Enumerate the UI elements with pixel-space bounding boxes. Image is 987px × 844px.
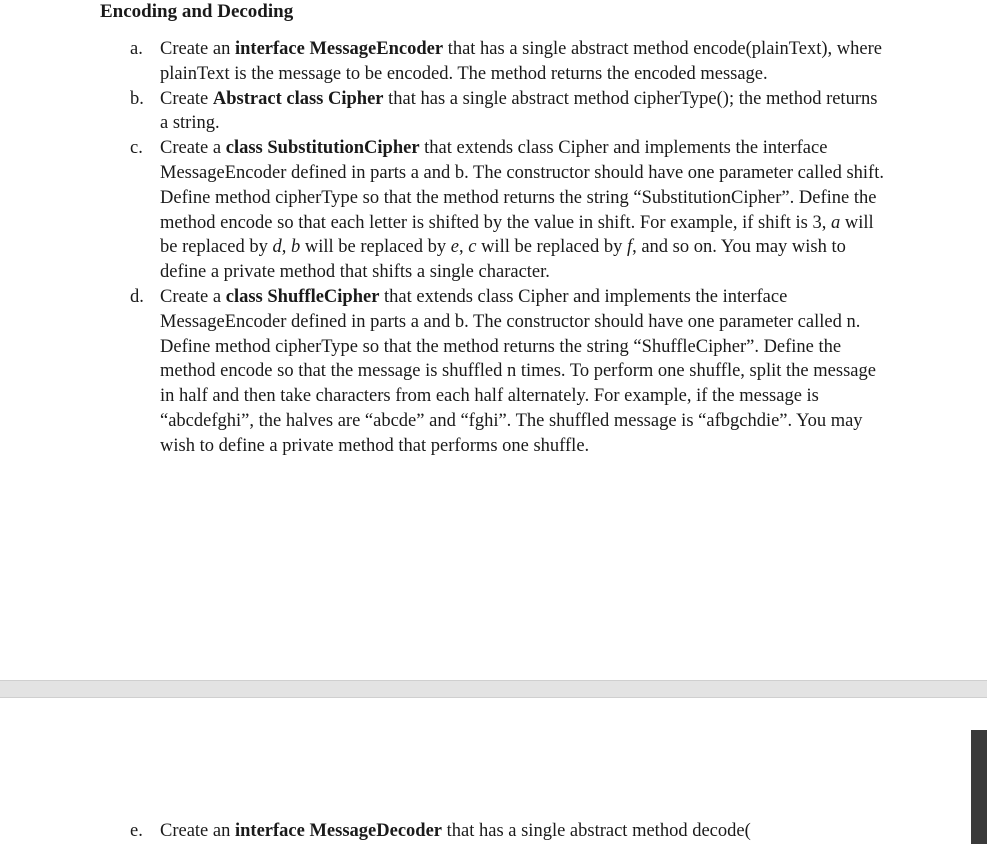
- list-marker: b.: [130, 88, 144, 109]
- list-item-text: Create an interface MessageDecoder that has a single abstract method decode(: [160, 821, 751, 841]
- list-item-text: Create a class ShuffleCipher that extends class Cipher and implements the interface MessageEncoder defined in parts a and b. The constructor should have one parameter called n. Define method cipherType so that the method returns the string “ShuffleCipher”. Define the method encode so that the message is shuffled n times. To perform one shuffle, split the message in half and then take characters from each half alternately. For example, if the message is “abcdefghi”, the halves are “abcde” and “fghi”. The shuffled message is “afbgchdie”. You may wish to define a private method that performs one shuffle.: [160, 286, 876, 456]
- list-item-a: [130, 37, 890, 87]
- requirements-list: [130, 37, 890, 459]
- list-marker: e.: [130, 821, 143, 841]
- list-item-text: Create a class SubstitutionCipher that extends class Cipher and implements the interface MessageEncoder defined in parts a and b. The constructor should have one parameter called shift. Define method cipherType so that the method returns the string “SubstitutionCipher”. Define the method encode so that each letter is shifted by the value in shift. For example, if shift is 3, a will be replaced by d, b will be replaced by e, c will be replaced by f, and so on. You may wish to define a private method that shifts a single character.: [160, 138, 884, 283]
- list-item-e: [130, 819, 890, 844]
- list-item-text: Create Abstract class Cipher that has a single abstract method cipherType(); the method returns a string.: [160, 88, 878, 134]
- list-item-d: [130, 285, 890, 459]
- list-marker: c.: [130, 138, 143, 159]
- list-item-c: [130, 136, 890, 285]
- list-marker: a.: [130, 39, 143, 59]
- list-item-text: Create an interface MessageEncoder that has a single abstract method encode(plainText), where plainText is the message to be encoded. The method returns the encoded message.: [160, 39, 883, 84]
- page-break-separator: [0, 680, 987, 698]
- scrollbar-thumb[interactable]: [971, 730, 987, 844]
- list-marker: d.: [130, 286, 144, 307]
- section-heading: Encoding and Decoding: [100, 1, 294, 22]
- list-item-b: [130, 87, 890, 137]
